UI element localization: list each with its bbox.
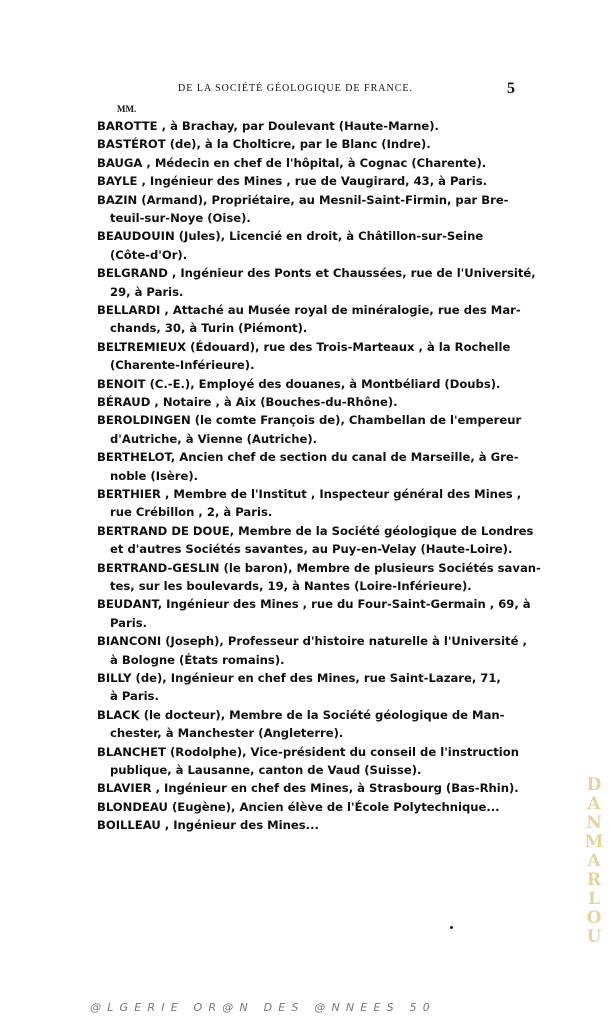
entry-first-line: BELTREMIEUX (Édouard), rue des Trois-Marteaux , à la Rochelle	[97, 339, 511, 354]
entry-first-line: BLAVIER , Ingénieur en chef des Mines, à Strasbourg (Bas-Rhin).	[97, 781, 519, 796]
entry-continuation-line: publique, à Lausanne, canton de Vaud (Suisse).	[110, 762, 422, 777]
entry-first-line: BEAUDOUIN (Jules), Licencié en droit, à Châtillon-sur-Seine	[97, 229, 484, 244]
entry-first-line: BEUDANT, Ingénieur des Mines , rue du Four-Saint-Germain , 69, à	[97, 597, 531, 612]
list-item	[97, 172, 521, 190]
list-item	[97, 706, 521, 743]
page-number: 5	[507, 80, 515, 97]
entry-first-line: BIANCONI (Joseph), Professeur d'histoire naturelle à l'Université ,	[97, 634, 527, 649]
entry-continuation-line: à Paris.	[110, 689, 159, 704]
list-item	[97, 632, 527, 669]
list-item	[97, 448, 521, 485]
footer-watermark: @LGERIE OR@N DES @NNEES 50	[90, 1001, 436, 1014]
entry-first-line: BENOIT (C.-E.), Employé des douanes, à Montbéliard (Doubs).	[97, 376, 501, 391]
page-header	[0, 80, 610, 98]
list-item	[97, 669, 521, 706]
entry-first-line: BERTRAND-GESLIN (le baron), Membre de plusieurs Sociétés savan-	[97, 560, 541, 575]
ink-speck	[450, 926, 453, 929]
entry-first-line: BERTHIER , Membre de l'Institut , Inspecteur général des Mines ,	[97, 487, 522, 501]
list-item	[97, 135, 521, 153]
entry-continuation-line: tes, sur les boulevards, 19, à Nantes (Loire-Inférieure).	[110, 578, 472, 593]
entry-first-line: BOILLEAU , Ingénieur des Mines...	[97, 818, 319, 833]
running-title: DE LA SOCIÉTÉ GÉOLOGIQUE DE FRANCE.	[178, 83, 413, 94]
entry-first-line: BLANCHET (Rodolphe), Vice-président du conseil de l'instruction	[97, 744, 519, 759]
list-item	[97, 375, 521, 393]
list-prefix: MM.	[117, 104, 137, 114]
entry-first-line: BERTRAND DE DOUE, Membre de la Société géologique de Londres	[97, 523, 534, 538]
list-item	[97, 559, 541, 596]
entry-first-line: BLACK (le docteur), Membre de la Société géologique de Man-	[97, 707, 505, 722]
entry-continuation-line: chester, à Manchester (Angleterre).	[110, 726, 344, 741]
entry-continuation-line: teuil-sur-Noye (Oise).	[110, 210, 251, 225]
entry-continuation-line: 29, à Paris.	[110, 284, 184, 299]
list-item	[97, 154, 521, 172]
entry-first-line: BEROLDINGEN (le comte François de), Chambellan de l'empereur	[97, 413, 522, 428]
entry-first-line: BÉRAUD , Notaire , à Aix (Bouches-du-Rhône).	[97, 395, 398, 409]
list-item	[97, 798, 521, 816]
entry-first-line: BAYLE , Ingénieur des Mines , rue de Vaugirard, 43, à Paris.	[97, 174, 488, 189]
list-item	[97, 743, 521, 780]
list-item	[97, 301, 521, 338]
list-item	[97, 338, 521, 375]
entry-first-line: BELGRAND , Ingénieur des Ponts et Chaussées, rue de l'Université,	[97, 266, 536, 281]
entry-continuation-line: Paris.	[110, 615, 148, 630]
entry-continuation-line: à Bologne (États romains).	[110, 652, 285, 667]
entry-first-line: BASTÉROT (de), à la Cholticre, par le Blanc (Indre).	[97, 137, 431, 152]
entry-first-line: BAZIN (Armand), Propriétaire, au Mesnil-Saint-Firmin, par Bre-	[97, 192, 509, 207]
list-item	[97, 117, 521, 135]
entry-first-line: BILLY (de), Ingénieur en chef des Mines, rue Saint-Lazare, 71,	[97, 671, 501, 685]
list-item	[97, 522, 534, 559]
list-item	[97, 816, 521, 834]
entry-continuation-line: (Côte-d'Or).	[110, 247, 188, 262]
entry-first-line: BERTHELOT, Ancien chef de section du canal de Marseille, à Gre-	[97, 450, 519, 465]
list-item	[97, 191, 521, 228]
entry-first-line: BLONDEAU (Eugène), Ancien élève de l'École Polytechnique...	[97, 799, 500, 814]
list-item	[97, 393, 521, 411]
list-item	[97, 411, 521, 448]
entry-continuation-line: d'Autriche, à Vienne (Autriche).	[110, 431, 318, 446]
entry-continuation-line: chands, 30, à Turin (Piémont).	[110, 321, 308, 336]
list-item	[97, 779, 521, 797]
entry-first-line: BAUGA , Médecin en chef de l'hôpital, à Cognac (Charente).	[97, 155, 487, 170]
side-watermark: DANMARLOU	[584, 775, 604, 946]
entry-continuation-line: (Charente-Inférieure).	[110, 358, 255, 373]
entry-continuation-line: noble (Isère).	[110, 468, 199, 483]
list-item	[97, 485, 521, 522]
entry-first-line: BELLARDI , Attaché au Musée royal de minéralogie, rue des Mar-	[97, 303, 521, 317]
list-item	[97, 595, 531, 632]
list-item	[97, 264, 536, 301]
entry-continuation-line: rue Crébillon , 2, à Paris.	[110, 505, 273, 520]
list-item	[97, 227, 521, 264]
entry-first-line: BAROTTE , à Brachay, par Doulevant (Haute-Marne).	[97, 119, 439, 133]
entry-continuation-line: et d'autres Sociétés savantes, au Puy-en-Velay (Haute-Loire).	[110, 542, 513, 557]
